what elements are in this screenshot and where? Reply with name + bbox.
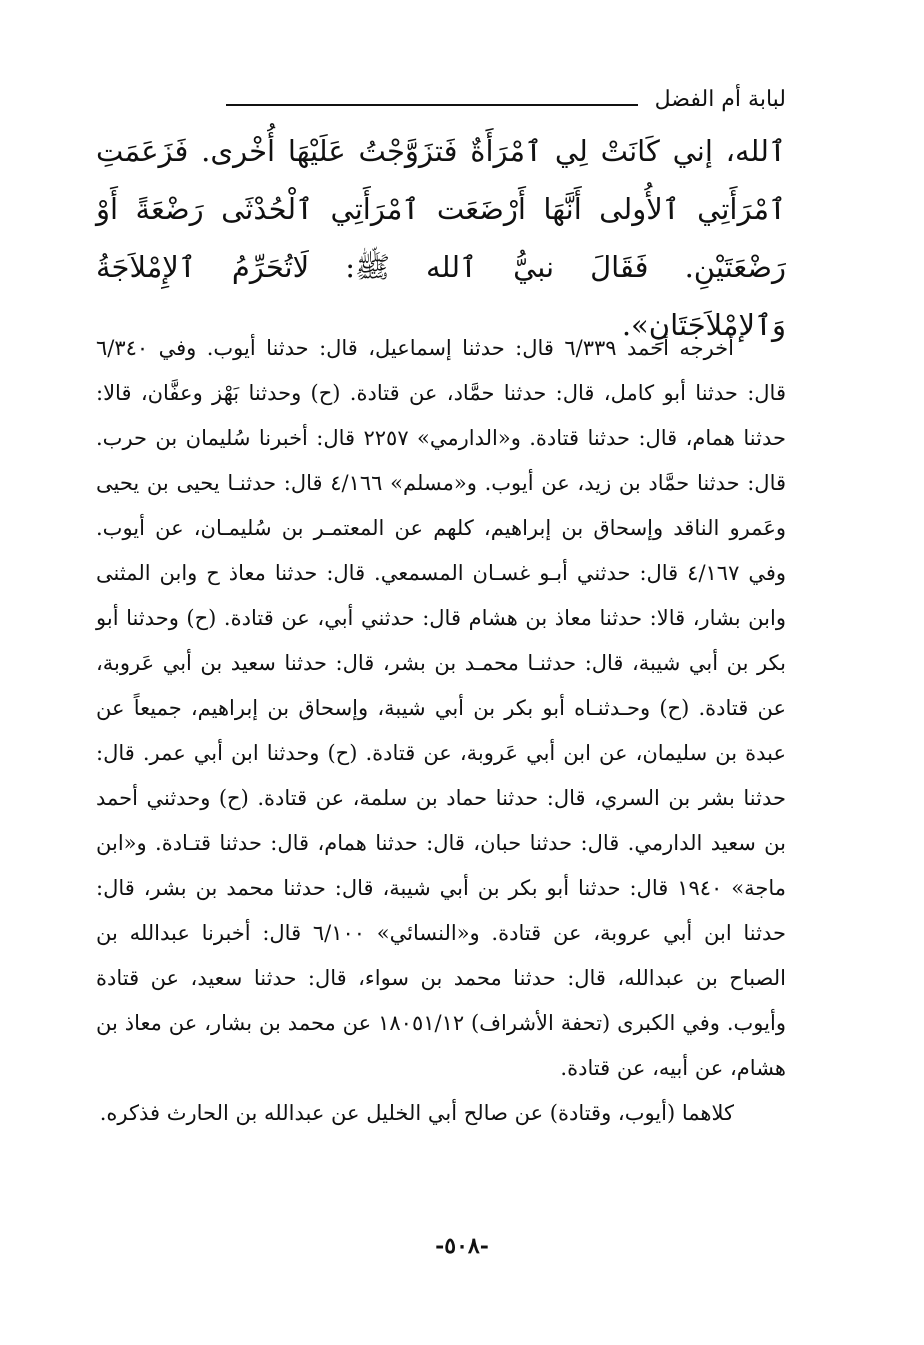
- hadith-text: ٱلله، إني كَانَتْ لِي ٱمْرَأَةٌ فَتزَوَّجْتُ عَلَيْهَا أُخْرى. فَزَعَمَتِ ٱمْرَأَتِي ٱلأُولى أَنَّهَا أَرْضَعَت ٱمْرَأَتِي ٱلْحُدْثَى رَضْعَةً أَوْ رَضْعَتَيْنِ. فَقَالَ نبيُّ ٱلله ﷺ: لَاتُحَرِّمُ ٱلإِمْلاَجَةُ وَٱلإمْلاَجَتَانِ».: [96, 134, 786, 342]
- takhrij-paragraph-conclusion: كلاهما (أيوب، وقتادة) عن صالح أبي الخليل عن عبدالله بن الحارث فذكره.: [99, 1101, 734, 1125]
- takhrij-section: [96, 326, 786, 1136]
- chapter-title: لبابة أم الفضل: [654, 87, 786, 112]
- takhrij-paragraph-sources: أخرجه أحمد ٦/٣٣٩ قال: حدثنا إسماعيل، قال: حدثنا أيوب. وفي ٦/٣٤٠ قال: حدثنا أبو كامل، قال: حدثنا حمَّاد، عن قتادة. (ح) وحدثنا بَهْز وعفَّان، قالا: حدثنا همام، قال: حدثنا قتادة. و«الدارمي» ٢٢٥٧ قال: أخبرنا سُليمان بن حرب. قال: حدثنا حمَّاد بن زيد، عن أيوب. و«مسلم» ٤/١٦٦ قال: حدثنـا يحيى بن يحيى وعَمرو الناقد وإسحاق بن إبراهيم، كلهم عن المعتمـر بن سُليمـان، عن أيوب. وفي ٤/١٦٧ قال: حدثني أبـو غسـان المسمعي. قال: حدثنا معاذ ح وابن المثنى وابن بشار، قالا: حدثنا معاذ بن هشام قال: حدثني أبي، عن قتادة. (ح) وحدثنا أبو بكر بن أبي شيبة، قال: حدثنـا محمـد بن بشر، قال: حدثنا سعيد بن أبي عَروبة، عن قتادة. (ح) وحـدثنـاه أبو بكر بن أبي شيبة، وإسحاق بن إبراهيم، جميعاً عن عبدة بن سليمان، عن ابن أبي عَروبة، عن قتادة. (ح) وحدثنا ابن أبي عمر. قال: حدثنا بشر بن السري، قال: حدثنا حماد بن سلمة، عن قتادة. (ح) وحدثني أحمد بن سعيد الدارمي. قال: حدثنا حبان، قال: حدثنا همام، قال: حدثنا قتـادة. و«ابن ماجة» ١٩٤٠ قال: حدثنا أبو بكر بن أبي شيبة، قال: حدثنا محمد بن بشر، قال: حدثنا ابن أبي عروبة، عن قتادة. و«النسائي» ٦/١٠٠ قال: أخبرنا عبدالله بن الصباح بن عبدالله، قال: حدثنا محمد بن سواء، قال: حدثنا سعيد، عن قتادة وأيوب. وفي الكبرى (تحفة الأشراف) ١٨٠٥١/١٢ عن محمد بن بشار، عن معاذ بن هشام، عن أبيه، عن قتادة.: [96, 336, 787, 1080]
- header-rule: [226, 104, 638, 106]
- running-header: [226, 82, 786, 118]
- page-number: -٥٠٨-: [435, 1233, 489, 1259]
